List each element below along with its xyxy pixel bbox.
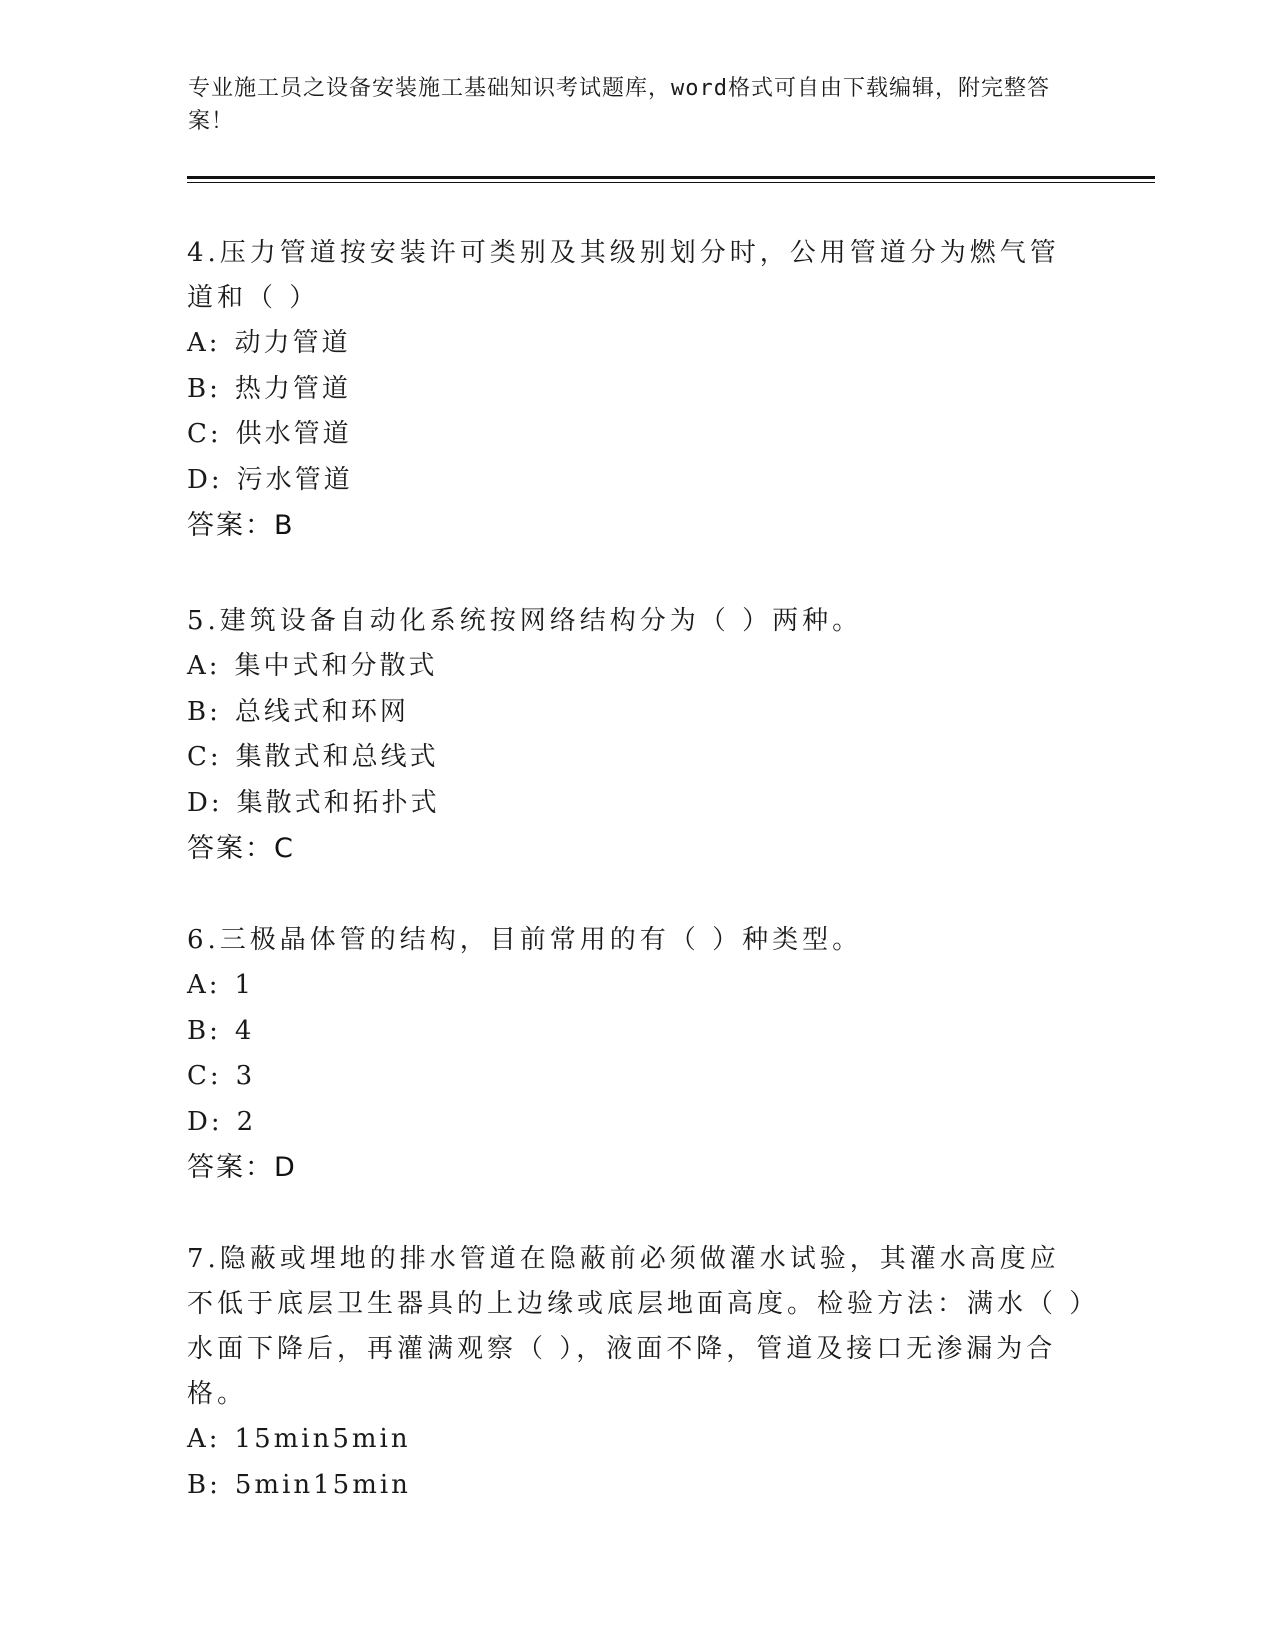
option-letter: B:	[187, 696, 221, 727]
answer-label: 答案：C	[187, 833, 295, 864]
option-d	[187, 458, 1087, 504]
option-a	[187, 321, 1087, 367]
option-letter: D:	[187, 464, 223, 495]
option-letter: C:	[187, 742, 222, 772]
option-b	[187, 690, 1087, 736]
option-letter: C:	[187, 419, 222, 449]
option-b	[187, 1463, 1087, 1509]
option-letter: B:	[187, 373, 221, 404]
option-text: 动力管道	[234, 328, 351, 358]
option-a	[187, 963, 1087, 1009]
question-stem: 4.压力管道按安装许可类别及其级别划分时，公用管道分为燃气管道和（ ）	[187, 238, 1060, 313]
answer-label: 答案：D	[187, 1152, 297, 1183]
option-text: 集散式和总线式	[235, 742, 439, 772]
option-c	[187, 735, 1087, 781]
option-d	[187, 1100, 1087, 1146]
option-text: 1	[234, 970, 255, 1000]
header-divider-thin	[187, 182, 1155, 183]
option-letter: B:	[187, 1469, 221, 1500]
option-text: 热力管道	[234, 373, 351, 404]
option-b	[187, 1009, 1087, 1055]
option-letter: C:	[187, 1061, 222, 1091]
question-stem: 7.隐蔽或埋地的排水管道在隐蔽前必须做灌水试验，其灌水高度应不低于底层卫生器具的上边缘或底层地面高度。检验方法：满水（ ）水面下降后，再灌满观察（ ），液面不降，管道及接口无渗漏为合格。	[187, 1244, 1087, 1409]
option-b	[187, 367, 1087, 413]
option-text: 集散式和拓扑式	[236, 787, 440, 818]
option-text: 污水管道	[236, 464, 353, 495]
option-c	[187, 1054, 1087, 1100]
option-letter: A:	[187, 1424, 221, 1454]
option-text: 4	[234, 1015, 255, 1046]
option-a	[187, 644, 1087, 690]
question-7	[187, 1237, 1087, 1508]
option-text: 2	[236, 1106, 257, 1137]
header-divider-thick	[187, 176, 1155, 179]
option-letter: B:	[187, 1015, 221, 1046]
option-letter: A:	[187, 328, 221, 358]
answer-label: 答案：B	[187, 510, 295, 541]
option-letter: D:	[187, 1106, 223, 1137]
question-5	[187, 599, 1087, 872]
option-c	[187, 412, 1087, 458]
option-letter: A:	[187, 651, 221, 681]
option-text: 15min5min	[234, 1424, 411, 1454]
document-header: 专业施工员之设备安装施工基础知识考试题库，word格式可自由下载编辑，附完整答案！	[188, 76, 1050, 134]
question-stem: 5.建筑设备自动化系统按网络结构分为（ ）两种。	[187, 606, 863, 636]
option-text: 集中式和分散式	[234, 651, 438, 681]
option-text: 供水管道	[235, 419, 352, 449]
option-letter: A:	[187, 970, 221, 1000]
question-6	[187, 918, 1087, 1191]
option-letter: D:	[187, 787, 223, 818]
question-4	[187, 231, 1087, 549]
question-stem: 6.三极晶体管的结构，目前常用的有（ ）种类型。	[187, 925, 863, 955]
option-d	[187, 781, 1087, 827]
option-text: 3	[235, 1061, 256, 1091]
option-text: 5min15min	[234, 1469, 411, 1500]
option-text: 总线式和环网	[234, 696, 409, 727]
option-a	[187, 1417, 1087, 1463]
